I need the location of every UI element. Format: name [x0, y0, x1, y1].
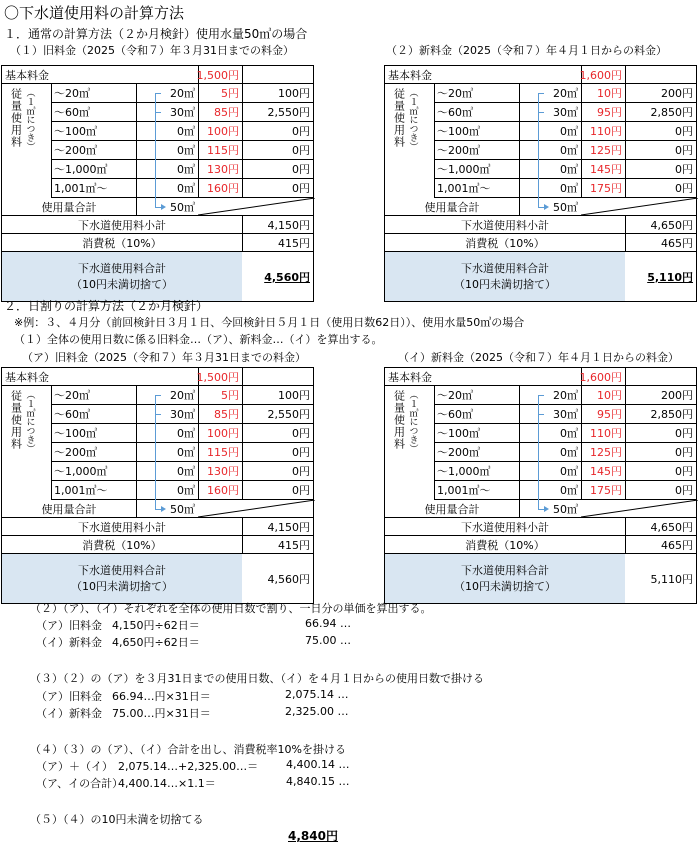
tier-rate: 125円	[590, 446, 622, 459]
usage-total-label: 使用量合計	[41, 502, 97, 516]
subtotal-value: 4,150円	[267, 520, 310, 534]
subtotal-label: 下水道使用料小計	[461, 520, 549, 534]
tier-volume: 0㎥	[560, 125, 578, 138]
step2a-label: （ア）旧料金	[36, 619, 102, 632]
diagonal-line	[198, 500, 315, 518]
tier-volume: 0㎥	[177, 125, 195, 138]
tier-label: ～20㎥	[437, 87, 473, 100]
step3a-label: （ア）旧料金	[36, 690, 102, 703]
diagonal-line	[581, 198, 698, 216]
metered-fee-label: 従量使用料 （１㎥につき）	[392, 88, 418, 151]
sec1-old-fee-table	[1, 65, 314, 302]
total-label: 下水道使用料合計 （10円未満切捨て）	[454, 563, 556, 593]
tier-label: ～200㎥	[437, 144, 480, 157]
section2-old-caption: （ア）旧料金（2025（令和７）年３月31日までの料金）	[22, 351, 306, 364]
final-amount: 4,840円	[288, 829, 338, 843]
usage-total-value: 50㎥	[170, 502, 195, 516]
total-label: 下水道使用料合計 （10円未満切捨て）	[454, 261, 556, 291]
base-fee-value: 1,500円	[196, 68, 239, 82]
tier-rate: 95円	[597, 408, 622, 421]
tier-amount: 0円	[675, 182, 693, 195]
base-fee-label: 基本料金	[388, 370, 432, 384]
tier-volume: 20㎥	[553, 389, 578, 402]
tax-value: 415円	[278, 538, 310, 552]
tier-label: ～20㎥	[437, 389, 473, 402]
diagonal-line	[198, 198, 315, 216]
tier-volume: 0㎥	[177, 465, 195, 478]
arrow-icon	[544, 204, 549, 210]
tier-amount: 2,850円	[650, 408, 693, 421]
step2a-expr: 4,150円÷62日＝	[112, 619, 200, 632]
sum-connector	[538, 395, 539, 509]
subtotal-label: 下水道使用料小計	[78, 520, 166, 534]
tier-rate: 100円	[207, 125, 239, 138]
sum-connector	[155, 93, 156, 207]
metered-fee-label: 従量使用料 （１㎥につき）	[392, 390, 418, 453]
tier-label: 1,001㎥～	[54, 182, 108, 195]
step2a-value: 66.94 …	[305, 617, 351, 630]
total-label: 下水道使用料合計 （10円未満切捨て）	[71, 261, 173, 291]
tier-rate: 100円	[207, 427, 239, 440]
tier-label: ～1,000㎥	[437, 163, 491, 176]
total-label: 下水道使用料合計 （10円未満切捨て）	[71, 563, 173, 593]
tax-label: 消費税（10%）	[82, 538, 162, 552]
tier-rate: 145円	[590, 163, 622, 176]
tier-amount: 0円	[675, 427, 693, 440]
section2-step1: （１）全体の使用日数に係る旧料金…（ア）、新料金…（イ）を算出する。	[14, 333, 383, 346]
tier-rate: 160円	[207, 484, 239, 497]
tier-amount: 0円	[292, 163, 310, 176]
tier-label: ～60㎥	[54, 106, 90, 119]
tier-amount: 0円	[292, 427, 310, 440]
tier-rate: 115円	[207, 446, 239, 459]
tier-label: ～200㎥	[54, 144, 97, 157]
subtotal-value: 4,150円	[267, 218, 310, 232]
tier-amount: 0円	[292, 182, 310, 195]
section2-example: ※例：３、４月分（前回検針日３月１日、今回検針日５月１日（使用日数62日））、使用水量50㎥の場合	[14, 316, 525, 329]
step3b-expr: 75.00…円×31日＝	[112, 707, 211, 720]
tier-amount: 0円	[675, 163, 693, 176]
subtotal-label: 下水道使用料小計	[78, 218, 166, 232]
tier-volume: 0㎥	[177, 144, 195, 157]
step4a-label: （ア）＋（イ）	[36, 760, 113, 773]
sec1-new-fee-table	[384, 65, 697, 302]
tier-volume: 0㎥	[560, 465, 578, 478]
tier-rate: 85円	[214, 408, 239, 421]
step2-text: （２）（ア）、（イ）それぞれを全体の使用日数で割り、一日分の単価を算出する。	[30, 602, 432, 615]
tier-amount: 0円	[292, 484, 310, 497]
tier-rate: 95円	[597, 106, 622, 119]
tier-volume: 0㎥	[560, 163, 578, 176]
tier-rate: 125円	[590, 144, 622, 157]
tier-rate: 5円	[221, 389, 239, 402]
step2b-label: （イ）新料金	[36, 636, 102, 649]
total-value: 5,110円	[625, 252, 696, 301]
tier-label: ～100㎥	[437, 427, 480, 440]
total-value: 5,110円	[625, 554, 696, 603]
sum-connector	[538, 93, 539, 207]
tier-label: ～100㎥	[54, 125, 97, 138]
tier-label: ～1,000㎥	[437, 465, 491, 478]
total-value: 4,560円	[242, 252, 313, 301]
tier-rate: 110円	[590, 427, 622, 440]
step3-text: （３）（２）の（ア）を３月31日までの使用日数、（イ）を４月１日からの使用日数で掛ける	[30, 672, 484, 685]
tier-volume: 0㎥	[560, 427, 578, 440]
base-fee-label: 基本料金	[5, 370, 49, 384]
step2b-value: 75.00 …	[305, 634, 351, 647]
tier-amount: 0円	[675, 484, 693, 497]
tax-value: 465円	[661, 538, 693, 552]
step4-text: （４）（３）の（ア）、（イ）合計を出し、消費税率10%を掛ける	[30, 743, 346, 756]
step4b-value: 4,840.15 …	[286, 775, 350, 788]
tier-volume: 0㎥	[177, 484, 195, 497]
tier-rate: 10円	[597, 389, 622, 402]
base-fee-value: 1,600円	[579, 370, 622, 384]
tier-volume: 30㎥	[170, 106, 195, 119]
tier-volume: 0㎥	[560, 446, 578, 459]
tax-value: 415円	[278, 236, 310, 250]
section2-heading: ２．日割りの計算方法（２か月検針）	[4, 299, 209, 313]
tax-label: 消費税（10%）	[465, 538, 545, 552]
section1-old-caption: （１）旧料金（2025（令和７）年３月31日までの料金）	[10, 44, 294, 57]
usage-total-label: 使用量合計	[41, 200, 97, 214]
tier-rate: 5円	[221, 87, 239, 100]
tier-rate: 160円	[207, 182, 239, 195]
usage-total-value: 50㎥	[170, 200, 195, 214]
tier-volume: 20㎥	[170, 389, 195, 402]
step3a-expr: 66.94…円×31日＝	[112, 690, 211, 703]
arrow-icon	[161, 204, 166, 210]
tier-rate: 175円	[590, 182, 622, 195]
tier-amount: 0円	[292, 144, 310, 157]
usage-total-value: 50㎥	[553, 502, 578, 516]
base-fee-label: 基本料金	[388, 68, 432, 82]
tier-rate: 10円	[597, 87, 622, 100]
tax-value: 465円	[661, 236, 693, 250]
tier-label: ～200㎥	[54, 446, 97, 459]
tier-label: 1,001㎥～	[437, 182, 491, 195]
tier-label: 1,001㎥～	[437, 484, 491, 497]
tier-label: ～60㎥	[437, 106, 473, 119]
tier-amount: 0円	[292, 465, 310, 478]
metered-fee-label: 従量使用料 （１㎥につき）	[9, 390, 35, 453]
subtotal-value: 4,650円	[650, 218, 693, 232]
tier-volume: 0㎥	[560, 182, 578, 195]
subtotal-label: 下水道使用料小計	[461, 218, 549, 232]
tier-volume: 30㎥	[553, 408, 578, 421]
tier-amount: 200円	[661, 87, 693, 100]
tier-rate: 115円	[207, 144, 239, 157]
tier-rate: 130円	[207, 465, 239, 478]
step4b-expr: 4,400.14…×1.1＝	[118, 777, 216, 790]
tier-amount: 2,850円	[650, 106, 693, 119]
tier-amount: 2,550円	[267, 106, 310, 119]
usage-total-label: 使用量合計	[424, 502, 480, 516]
arrow-icon	[544, 506, 549, 512]
tier-label: ～100㎥	[54, 427, 97, 440]
tier-label: 1,001㎥～	[54, 484, 108, 497]
tier-label: ～20㎥	[54, 87, 90, 100]
diagonal-line	[581, 500, 698, 518]
step4a-value: 4,400.14 …	[286, 758, 350, 771]
step3a-value: 2,075.14 …	[285, 688, 349, 701]
section1-new-caption: （２）新料金（2025（令和７）年４月１日からの料金）	[386, 44, 667, 57]
tier-rate: 175円	[590, 484, 622, 497]
tier-amount: 0円	[675, 446, 693, 459]
tier-volume: 20㎥	[553, 87, 578, 100]
tax-label: 消費税（10%）	[82, 236, 162, 250]
tier-label: ～1,000㎥	[54, 465, 108, 478]
tier-amount: 0円	[292, 125, 310, 138]
tier-volume: 0㎥	[177, 446, 195, 459]
base-fee-label: 基本料金	[5, 68, 49, 82]
total-value: 4,560円	[242, 554, 313, 603]
tier-rate: 110円	[590, 125, 622, 138]
tier-amount: 100円	[278, 389, 310, 402]
tier-volume: 0㎥	[177, 163, 195, 176]
tier-volume: 0㎥	[560, 144, 578, 157]
base-fee-value: 1,500円	[196, 370, 239, 384]
step3b-label: （イ）新料金	[36, 707, 102, 720]
tier-label: ～100㎥	[437, 125, 480, 138]
tier-amount: 100円	[278, 87, 310, 100]
sum-connector	[155, 395, 156, 509]
step2b-expr: 4,650円÷62日＝	[112, 636, 200, 649]
tier-label: ～60㎥	[54, 408, 90, 421]
section2-new-caption: （イ）新料金（2025（令和７）年４月１日からの料金）	[398, 351, 679, 364]
tier-label: ～1,000㎥	[54, 163, 108, 176]
tier-volume: 30㎥	[553, 106, 578, 119]
subtotal-value: 4,650円	[650, 520, 693, 534]
metered-fee-label: 従量使用料 （１㎥につき）	[9, 88, 35, 151]
sec2-new-fee-table	[384, 367, 697, 604]
step4b-label: （ア、イの合計）	[36, 777, 124, 790]
tier-volume: 30㎥	[170, 408, 195, 421]
tier-amount: 0円	[675, 144, 693, 157]
tax-label: 消費税（10%）	[465, 236, 545, 250]
tier-amount: 0円	[675, 465, 693, 478]
tier-rate: 130円	[207, 163, 239, 176]
page-title: 〇下水道使用料の計算方法	[4, 4, 185, 22]
tier-amount: 0円	[292, 446, 310, 459]
tier-label: ～20㎥	[54, 389, 90, 402]
tier-volume: 0㎥	[177, 427, 195, 440]
tier-amount: 2,550円	[267, 408, 310, 421]
tier-label: ～60㎥	[437, 408, 473, 421]
step3b-value: 2,325.00 …	[285, 705, 349, 718]
tier-volume: 0㎥	[560, 484, 578, 497]
tier-rate: 145円	[590, 465, 622, 478]
tier-amount: 200円	[661, 389, 693, 402]
arrow-icon	[161, 506, 166, 512]
step5-text: （５）（４）の10円未満を切捨てる	[30, 813, 204, 826]
tier-volume: 0㎥	[177, 182, 195, 195]
tier-volume: 20㎥	[170, 87, 195, 100]
section1-heading: １．通常の計算方法（２か月検針）使用水量50㎥の場合	[4, 27, 308, 41]
sec2-old-fee-table	[1, 367, 314, 604]
usage-total-value: 50㎥	[553, 200, 578, 214]
base-fee-value: 1,600円	[579, 68, 622, 82]
tier-amount: 0円	[675, 125, 693, 138]
tier-label: ～200㎥	[437, 446, 480, 459]
step4a-expr: 2,075.14…+2,325.00…＝	[118, 760, 259, 773]
tier-rate: 85円	[214, 106, 239, 119]
usage-total-label: 使用量合計	[424, 200, 480, 214]
